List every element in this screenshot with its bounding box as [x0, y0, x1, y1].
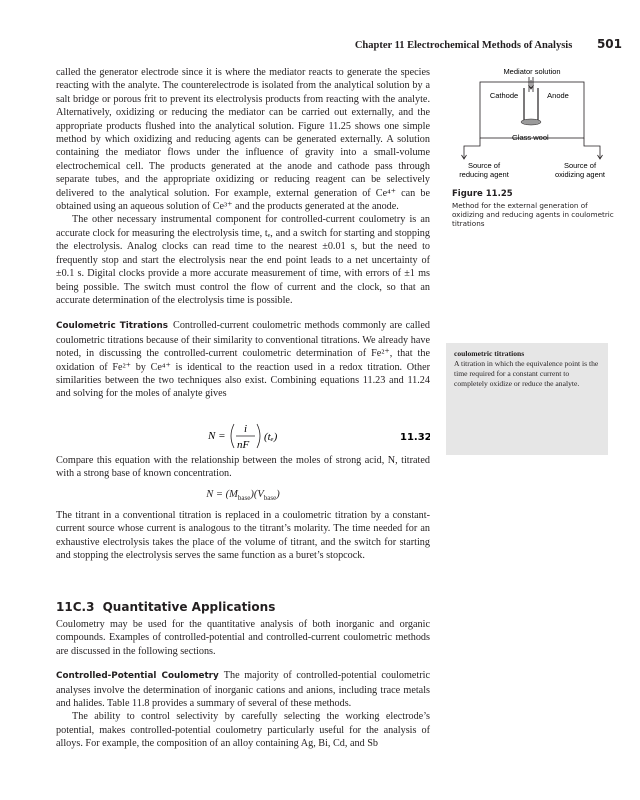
label-source-oxidizing-1: Source of: [563, 161, 597, 170]
page-number: 501: [596, 37, 622, 51]
label-source-oxidizing-2: oxidizing agent: [554, 170, 606, 179]
paragraph-text: Controlled-current coulometric methods commonly are called coulometric titrations because of their similarity to conventional titrations. We already have noted, in discussing the controlled-current coulometric determination of Fe²⁺, that the oxidation of Fe²⁺ by Ce⁴⁺ is identical to the reaction used in a redox titration. Other similarities between the two techniques also exist. Combining equations 11.23 and 11.24 and solving for the moles of analyte gives: [56, 320, 430, 400]
eq2-sub: base: [263, 494, 277, 503]
eq2-part: N = (M: [206, 489, 238, 500]
paragraph-coulometric-titrations: [56, 319, 430, 400]
paragraph: The ability to control selectivity by carefully selecting the working electrode’s potential, makes controlled-potential coulometry particularly useful for the analysis of alloys. For example, the composition of an alloy containing Ag, Bi, Cd, and Sb: [56, 711, 430, 750]
glass-wool-plug: [521, 119, 541, 125]
runin-heading: Controlled-Potential Coulometry: [56, 671, 219, 682]
equation-svg: [56, 418, 430, 454]
label-source-reducing-2: reducing agent: [459, 170, 509, 179]
figure-caption-text: Method for the external generation of oxidizing and reducing agents in coulometric titrations: [452, 201, 614, 228]
eq2-sub: base: [237, 494, 251, 503]
main-column: [56, 66, 430, 401]
figure-svg: [452, 62, 612, 187]
glossary-term: coulometric titrations: [454, 349, 525, 358]
section-number: 11C.3: [56, 600, 95, 614]
paragraph-controlled-potential: [56, 669, 430, 710]
eq1-time: (tₑ): [264, 431, 278, 443]
main-column-2: [56, 454, 430, 481]
figure-caption: [452, 190, 617, 228]
paragraph-text: The majority of controlled-potential coulometric analyses involve the determination of inorganic cations and anions, including trace metals and halides. Table 11.8 provides a summary of several of these methods.: [56, 670, 430, 710]
label-source-reducing-1: Source of: [467, 161, 501, 170]
figure-11-25: [452, 62, 612, 187]
label-cathode: Cathode: [489, 91, 519, 100]
runin-heading: Coulometric Titrations: [56, 321, 169, 332]
section-title: Quantitative Applications: [102, 600, 276, 614]
glossary-box: [446, 343, 608, 455]
eq1-denominator: nF: [237, 439, 250, 451]
paragraph: called the generator electrode since it is where the mediator reacts to generate the species reacting with the analyte. The counterelectrode is isolated from the analytical solution by a salt bridge or porous frit to prevent its electrolysis products from reacting with the analyte. Alternatively, oxidizing or reducing the mediator can be carried out externally, and the appropriate products flushed into the analytical solution. Figure 11.25 shows one simple method by which oxidizing and reducing agents can be generated externally. A solution containing the mediator flows under the influence of gravity into a small-volume electrochemical cell. The products generated at the anode and cathode pass through separate tubes, and the appropriate oxidizing or reducing reagent can be selectively delivered to the analytical solution. For example, external generation of Ce⁴⁺ can be obtained using an aqueous solution of Ce³⁺ and the products generated at the anode.: [56, 67, 430, 213]
eq1-paren-left: [231, 424, 234, 448]
eq2-part: ): [276, 489, 280, 500]
eq2-part: )(V: [250, 489, 264, 500]
eq1-numerator: i: [244, 423, 248, 435]
label-mediator-solution: Mediator solution: [503, 67, 561, 76]
figure-label: Figure 11.25: [452, 189, 513, 199]
label-glass-wool: Glass wool: [512, 133, 549, 142]
eq1-lhs: N =: [208, 430, 226, 442]
equation-moles-acid: [56, 489, 430, 502]
paragraph: The titrant in a conventional titration is replaced in a coulometric titration by a constant-current source whose current is analogous to the titrant’s molarity. The time needed for an exhaustive electrolysis takes the place of the volume of titrant, and the switch for starting and stopping the electrolysis serves the same function as a buret’s stopcock.: [56, 510, 430, 562]
main-column-3: [56, 509, 430, 563]
section-heading: [56, 600, 275, 614]
paragraph: The other necessary instrumental component for controlled-current coulometry is an accurate clock for measuring the electrolysis time, tₑ, and a switch for starting and stopping the electrolysis. Analog clocks can read time to the nearest ±0.01 s, but the need to frequently stop and start the electrolysis near the end point leads to a net uncertainty of ±0.1 s. Digital clocks provide a more accurate measurement of time, with errors of ±1 ms being possible. The switch must control the flow of current and the clock, so that an accurate determination of the electrolysis time is possible.: [56, 214, 430, 306]
main-column-4: [56, 618, 430, 751]
paragraph: Coulometry may be used for the quantitative analysis of both inorganic and organic compounds. Examples of controlled-potential and controlled-current coulometric methods are discussed in the following sections.: [56, 619, 430, 657]
glossary-definition: A titration in which the equivalence point is the time required for a constant current to completely oxidize or reduce the analyte.: [454, 359, 599, 388]
eq1-paren-right: [257, 424, 260, 448]
running-header: [355, 37, 622, 51]
chapter-title: Chapter 11 Electrochemical Methods of Analysis: [354, 40, 573, 51]
paragraph: Compare this equation with the relationship between the moles of strong acid, N, titrated with a strong base of known concentration.: [56, 455, 430, 480]
eq1-label: 11.32: [400, 432, 430, 443]
equation-11-32: [56, 418, 430, 452]
label-anode: Anode: [547, 91, 569, 100]
